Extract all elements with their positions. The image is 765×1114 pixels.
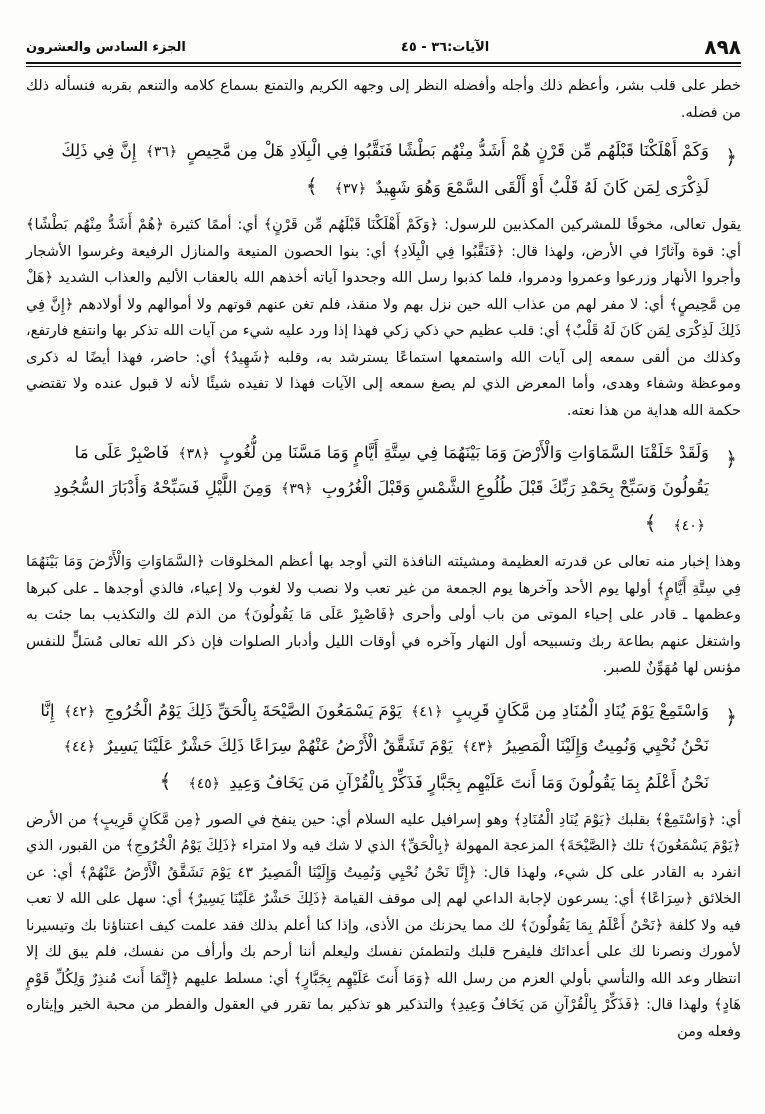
verse-number: ﴿٤٤﴾ [63, 738, 96, 755]
verse-number: ﴿٤٥﴾ [188, 775, 220, 792]
paragraph-1: خطر على قلب بشر، وأعظم ذلك وأجله وأفضله النظر إلى وجهه الكريم والتمتع بسماع كلامه والتنعم بقربه فنسأله ذلك من فضله. [26, 78, 741, 121]
verse-number: ﴿٣٦﴾ [145, 144, 178, 160]
quran-start-ornament: ﴿ [725, 447, 737, 471]
verse-range: الآيات:٣٦ - ٤٥ [400, 39, 490, 55]
quran-block-2 [26, 436, 741, 543]
quran-text: وَاسْتَمِعْ يَوْمَ يُنَادِ الْمُنَادِ مِن مَّكَانٍ قَرِيبٍ [451, 700, 709, 720]
header-rule [26, 62, 741, 67]
quran-text: وَلَقَدْ خَلَقْنَا السَّمَاوَاتِ وَالْأَرْضَ وَمَا بَيْنَهُمَا فِي سِتَّةِ أَيَّامٍ وَمَا مَسَّنَا مِن لُّغُوبٍ [219, 443, 709, 462]
paragraph-4: أي: ﴿وَاسْتَمِعْ﴾ بقلبك ﴿يَوْمَ يُنَادِ الْمُنَادِ﴾ وهو إسرافيل عليه السلام أي: حين ينفخ في الصور ﴿مِن مَّكَانٍ قَرِيبٍ﴾ من الأرض ﴿يَوْمَ يَسْمَعُونَ﴾ تلك ﴿الصَّيْحَةَ﴾ المزعجة المهولة ﴿بِالْحَقِّ﴾ الذي لا شك فيه ولا امتراء ﴿ذَلِكَ يَوْمُ الْخُرُوجِ﴾ من القبور، الذي انفرد به القادر على كل شيء، ولهذا قال: ﴿إِنَّا نَحْنُ نُحْيِي وَنُمِيتُ وَإِلَيْنَا الْمَصِيرُ ٤٣ يَوْمَ تَشَقَّقُ الْأَرْضُ عَنْهُمْ﴾ أي: عن الخلائق ﴿سِرَاعًا﴾ أي: يسرعون لإجابة الداعي لهم إلى موقف القيامة ﴿ذَلِكَ حَشْرٌ عَلَيْنَا يَسِيرٌ﴾ أي: سهل على الله لا تعب فيه ولا كلفة ﴿نَحْنُ أَعْلَمُ بِمَا يَقُولُونَ﴾ لك مما يحزنك من الأذى، وإذا كنا أعلم بذلك فقد علمت كيف اعتناؤنا بك وتيسيرنا لأمورك ونصرنا لك على أعدائك فليفرح قلبك ولتطمئن نفسك وليعلم أننا أرحم بك وأرأف من نفسك، فلم يبق لك إلا انتظار وعد الله والتأسي بأولي العزم من رسل الله ﴿وَمَا أَنتَ عَلَيْهِم بِجَبَّارٍ﴾ أي: مسلط عليهم ﴿إِنَّمَا أَنتَ مُنذِرٌ وَلِكُلِّ قَوْمٍ هَادٍ﴾ ولهذا قال: ﴿فَذَكِّرْ بِالْقُرْآنِ مَن يَخَافُ وَعِيدِ﴾ والتذكير هو تذكير بما تقرر في العقول والفطر من محبة الخير وإيثاره وفعله ومن [26, 811, 741, 1040]
quran-text: وَكَمْ أَهْلَكْنَا قَبْلَهُم مِّن قَرْنٍ هُمْ أَشَدُّ مِنْهُم بَطْشًا فَنَقَّبُوا فِي الْبِلَادِ هَلْ مِن مَّحِيصٍ [186, 141, 709, 160]
verse-number: ﴿٣٩﴾ [281, 481, 313, 497]
quran-start-ornament: ﴿ [725, 704, 737, 729]
quran-text: فَاصْبِرْ عَلَى مَا يَقُولُونَ وَسَبِّحْ بِحَمْدِ رَبِّكَ قَبْلَ طُلُوعِ الشَّمْسِ وَقَبْلَ الْغُرُوبِ [74, 443, 709, 497]
verse-number: ﴿٤٢﴾ [63, 703, 96, 720]
quran-block-1 [26, 134, 741, 206]
verse-number: ﴿٣٨﴾ [178, 446, 210, 462]
quran-text: إِنَّ فِي ذَلِكَ لَذِكْرَى لِمَن كَانَ لَهُ قَلْبٌ أَوْ أَلْقَى السَّمْعَ وَهُوَ شَهِيدٌ [61, 141, 709, 197]
quran-end-ornament: ﴾ [305, 174, 318, 198]
part-title: الجزء السادس والعشرون [26, 39, 186, 55]
quran-text: وَمِنَ اللَّيْلِ فَسَبِّحْهُ وَأَدْبَارَ السُّجُودِ [53, 478, 272, 497]
page-header [26, 36, 741, 58]
verse-number: ﴿٣٧﴾ [334, 181, 367, 197]
verse-number: ﴿٤٣﴾ [462, 738, 494, 755]
page-number: ٨٩٨ [704, 35, 741, 59]
quran-text: يَوْمَ يَسْمَعُونَ الصَّيْحَةَ بِالْحَقِّ ذَلِكَ يَوْمُ الْخُرُوجِ [104, 700, 402, 720]
quran-text: يَوْمَ تَشَقَّقُ الْأَرْضُ عَنْهُمْ سِرَاعًا ذَلِكَ حَشْرٌ عَلَيْنَا يَسِيرٌ [104, 735, 453, 755]
quran-start-ornament: ﴿ [725, 145, 737, 169]
quran-end-ornament: ﴾ [159, 768, 172, 793]
verse-number: ﴿٤١﴾ [411, 703, 443, 720]
quran-end-ornament: ﴾ [644, 511, 657, 535]
quran-block-3 [26, 694, 741, 801]
paragraph-3: وهذا إخبار منه تعالى عن قدرته العظيمة ومشيئته النافذة التي أوجد بها أعظم المخلوقات ﴿السَّمَاوَاتِ وَالْأَرْضَ وَمَا بَيْنَهُمَا فِي سِتَّةِ أَيَّامٍ﴾ أولها يوم الأحد وآخرها يوم الجمعة من غير تعب ولا نصب ولا لغوب ولا إعياء، فالذي أوجدها ـ على كبرها وعظمها ـ قادر على إحياء الموتى من باب أولى وأحرى ﴿فَاصْبِرْ عَلَى مَا يَقُولُونَ﴾ من الذم لك والتكذيب بما جئت به واشتغل عنهم بطاعة ربك وتسبيحه أول النهار وآخره في أوقات الليل وأدبار الصلوات فإن ذكر الله تعالى مُسَلٍّ للنفس مؤنس لها مُهَوِّنٌ للصبر. [26, 554, 741, 676]
quran-text: نَحْنُ أَعْلَمُ بِمَا يَقُولُونَ وَمَا أَنتَ عَلَيْهِم بِجَبَّارٍ فَذَكِّرْ بِالْقُرْآنِ مَن يَخَافُ وَعِيدِ [229, 772, 709, 792]
page [26, 36, 741, 1045]
verse-number: ﴿٤٠﴾ [673, 518, 705, 534]
paragraph-2: يقول تعالى، مخوفًا للمشركين المكذبين للرسول: ﴿وَكَمْ أَهْلَكْنَا قَبْلَهُم مِّن قَرْنٍ﴾ أي: أممًا كثيرة ﴿هُمْ أَشَدُّ مِنْهُم بَطْشًا﴾ أي: قوة وآثارًا في الأرض، ولهذا قال: ﴿فَنَقَّبُوا فِي الْبِلَادِ﴾ أي: بنوا الحصون المنيعة والمنازل الرفيعة وغرسوا الأشجار وأجروا الأنهار وزرعوا وعمروا ودمروا، فلما كذبوا رسل الله وجحدوا آياته أخذهم الله بالعقاب الأليم والعذاب الشديد ﴿هَلْ مِن مَّحِيصٍ﴾ أي: لا مفر لهم من عذاب الله حين نزل بهم ولا منقذ، فلم تغن عنهم قوتهم ولا أموالهم ولا أولادهم ﴿إِنَّ فِي ذَلِكَ لَذِكْرَى لِمَن كَانَ لَهُ قَلْبٌ﴾ أي: قلب عظيم حي ذكي زكي فهذا إذا ورد عليه شيء من آيات الله تذكر بها وانتفع فارتفع، وكذلك من ألقى سمعه إلى آيات الله واستمعها استماعًا يسترشد به، وقلبه ﴿شَهِيدٌ﴾ أي: حاضر، فهذا أيضًا له ذكرى وموعظة وشفاء وهدى، وأما المعرض الذي لم يصغ سمعه إلى الآيات فهذا لا تفيده شيئًا لأنه لا قبول عنده ولا تقتضي حكمة الله هداية من هذا نعته. [26, 217, 741, 419]
quran-text: إِنَّا نَحْنُ نُحْيِي وَنُمِيتُ وَإِلَيْنَا الْمَصِيرُ [40, 700, 709, 755]
